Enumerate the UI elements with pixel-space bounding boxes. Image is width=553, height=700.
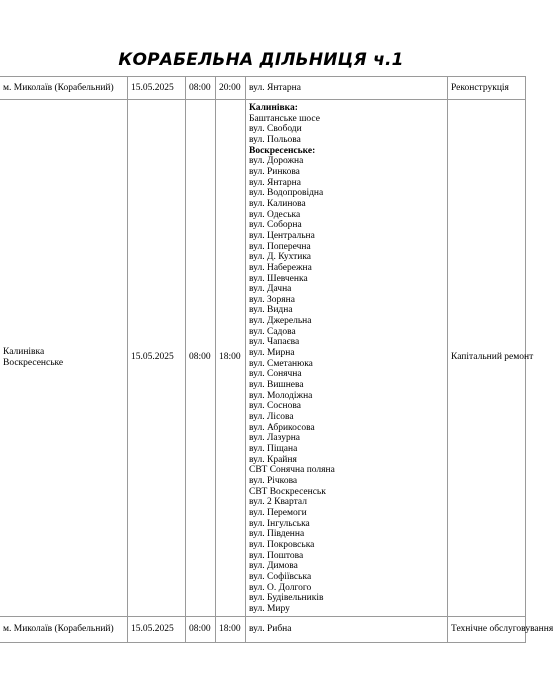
time-from-cell: 08:00 [186, 616, 216, 642]
reason-cell: Технічне обслуговування [448, 616, 526, 642]
time-from-cell: 08:00 [186, 77, 216, 100]
street-item: вул. Соснова [249, 401, 301, 412]
locality-line: Калинівка [3, 347, 45, 358]
street-item: вул. Ринкова [249, 166, 300, 177]
street-group-title: Воскресенське: [249, 145, 316, 156]
street-item: вул. Соборна [249, 220, 302, 231]
street-item: вул. Софіївська [249, 571, 312, 582]
time-from-cell: 08:00 [186, 100, 216, 617]
street-item: вул. Абрикосова [249, 422, 315, 433]
table-row [0, 616, 526, 642]
street-item: вул. О. Долгого [249, 582, 312, 593]
street-item: вул. Інгульська [249, 518, 310, 529]
street-item: вул. Сонячна [249, 369, 302, 380]
street-item: вул. Перемоги [249, 507, 307, 518]
date-cell: 15.05.2025 [128, 100, 186, 617]
street-item: вул. Дорожна [249, 156, 304, 167]
locality-line: Воскресенське [3, 357, 64, 368]
street-group-title: Калинівка: [249, 103, 298, 113]
reason-cell: Капітальний ремонт [448, 100, 526, 617]
street-item: вул. Зоряна [249, 294, 295, 305]
street-item: вул. Свободи [249, 124, 302, 135]
locality-cell [0, 100, 128, 617]
locality-cell: м. Миколаїв (Корабельний) [0, 77, 128, 100]
time-to-cell: 20:00 [216, 77, 246, 100]
street-item: вул. Садова [249, 326, 296, 337]
outage-schedule-table [0, 76, 553, 643]
street-item: вул. Покровська [249, 539, 315, 550]
street-item: вул. Молодіжна [249, 390, 313, 401]
street-item: вул. Поштова [249, 550, 304, 561]
table-row [0, 100, 526, 617]
date-cell: 15.05.2025 [128, 616, 186, 642]
street-item: вул. Крайня [249, 454, 297, 465]
reason-cell: Реконструкція [448, 77, 526, 100]
date-cell: 15.05.2025 [128, 77, 186, 100]
street-item: вул. Південна [249, 529, 305, 540]
street-item: вул. Д. Кухтика [249, 252, 312, 263]
street-item: вул. Чапаєва [249, 337, 300, 348]
streets-cell [246, 100, 448, 617]
street-item: вул. Янтарна [249, 177, 301, 188]
street-item: вул. Лазурна [249, 433, 300, 444]
street-item: вул. Річкова [249, 475, 298, 486]
street-item: вул. Димова [249, 561, 298, 572]
street-item: вул. Будівельників [249, 593, 324, 604]
streets-cell: вул. Рибна [246, 616, 448, 642]
street-item: вул. Набережна [249, 262, 312, 273]
street-item: вул. Дачна [249, 284, 292, 295]
street-list-voskresenske [249, 156, 444, 614]
street-item: вул. Калинова [249, 198, 306, 209]
street-item: вул. Водопровідна [249, 188, 324, 199]
street-item: вул. Мирна [249, 348, 295, 359]
street-item: Баштанське шосе [249, 113, 320, 124]
locality-cell: м. Миколаїв (Корабельний) [0, 616, 128, 642]
street-item: СВТ Воскресенськ [249, 486, 326, 497]
street-item: вул. Центральна [249, 230, 315, 241]
street-item: вул. Поперечна [249, 241, 311, 252]
street-item: вул. Видна [249, 305, 293, 316]
street-item: вул. Вишнева [249, 380, 304, 391]
street-item: вул. Сметанюка [249, 358, 313, 369]
street-item: вул. Польова [249, 134, 301, 145]
street-item: вул. Джерельна [249, 316, 312, 327]
street-item: вул. Миру [249, 603, 290, 614]
streets-cell: вул. Янтарна [246, 77, 448, 100]
page-title: КОРАБЕЛЬНА ДІЛЬНИЦЯ ч.1 [118, 50, 404, 70]
street-item: вул. Одеська [249, 209, 301, 220]
time-to-cell: 18:00 [216, 616, 246, 642]
street-item: СВТ Сонячна поляна [249, 465, 335, 476]
street-item: вул. Піщана [249, 444, 298, 454]
table-row [0, 77, 526, 100]
street-item: вул. Лісова [249, 412, 294, 423]
street-list-kalynivka [249, 114, 444, 146]
street-item: вул. 2 Квартал [249, 497, 307, 508]
time-to-cell: 18:00 [216, 100, 246, 617]
street-item: вул. Шевченка [249, 273, 308, 284]
